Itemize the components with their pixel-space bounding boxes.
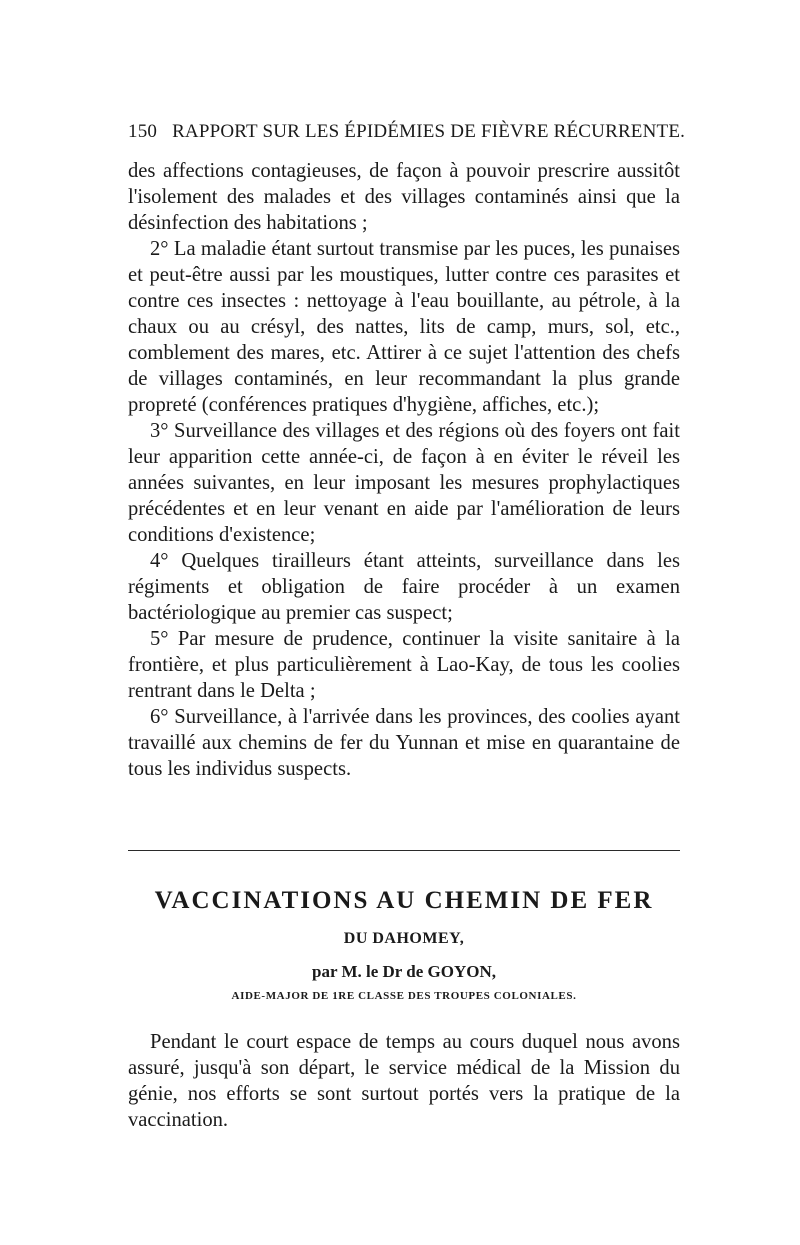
paragraph-item-4: 4° Quelques tirailleurs étant atteints, surveillance dans les régiments et obligation de faire procéder à un examen bactériologique au premier cas suspect; <box>128 550 680 624</box>
paragraph-item-5: 5° Par mesure de prudence, continuer la visite sanitaire à la frontière, et plus particulièrement à Lao-Kay, de tous les coolies rentrant dans le Delta ; <box>128 628 680 702</box>
author-affiliation: AIDE-MAJOR DE 1RE CLASSE DES TROUPES COLONIALES. <box>231 990 577 1002</box>
article-title: VACCINATIONS AU CHEMIN DE FER <box>154 887 654 914</box>
article-byline: par M. le Dr de GOYON, <box>312 962 496 981</box>
intro-paragraph: Pendant le court espace de temps au cours duquel nous avons assuré, jusqu'à son départ, le service médical de la Mission du génie, nos efforts se sont surtout portés vers la pratique de la vaccination. <box>128 1031 680 1131</box>
running-title: RAPPORT SUR LES ÉPIDÉMIES DE FIÈVRE RÉCURRENTE. <box>172 121 686 142</box>
paragraph-continuation: des affections contagieuses, de façon à pouvoir prescrire aussitôt l'isolement des malades et des villages contaminés ainsi que la désinfection des habitations ; <box>128 160 680 234</box>
page-number: 150 <box>128 121 158 142</box>
paragraph-item-6: 6° Surveillance, à l'arrivée dans les provinces, des coolies ayant travaillé aux chemins de fer du Yunnan et mise en quarantaine de tous les individus suspects. <box>128 706 680 780</box>
article-intro <box>128 1029 680 1133</box>
paragraph-item-3: 3° Surveillance des villages et des régions où des foyers ont fait leur apparition cette année-ci, de façon à en éviter le réveil les années suivantes, en leur imposant les mesures prophylactiques précédentes et en leur venant en aide par l'amélioration de leurs conditions d'existence; <box>128 420 680 546</box>
body-text <box>128 158 680 782</box>
section-divider <box>128 850 680 851</box>
paragraph-item-2: 2° La maladie étant surtout transmise par les puces, les punaises et peut-être aussi par les moustiques, lutter contre ces parasites et contre ces insectes : nettoyage à l'eau bouillante, au pétrole, à la chaux ou au crésyl, des nattes, lits de camp, murs, sol, etc., comblement des mares, etc. Attirer à ce sujet l'attention des chefs de villages contaminés, en leur recommandant la plus grande propreté (conférences pratiques d'hygiène, affiches, etc.); <box>128 238 680 416</box>
article-subtitle: DU DAHOMEY, <box>343 930 465 947</box>
running-header <box>128 121 684 143</box>
